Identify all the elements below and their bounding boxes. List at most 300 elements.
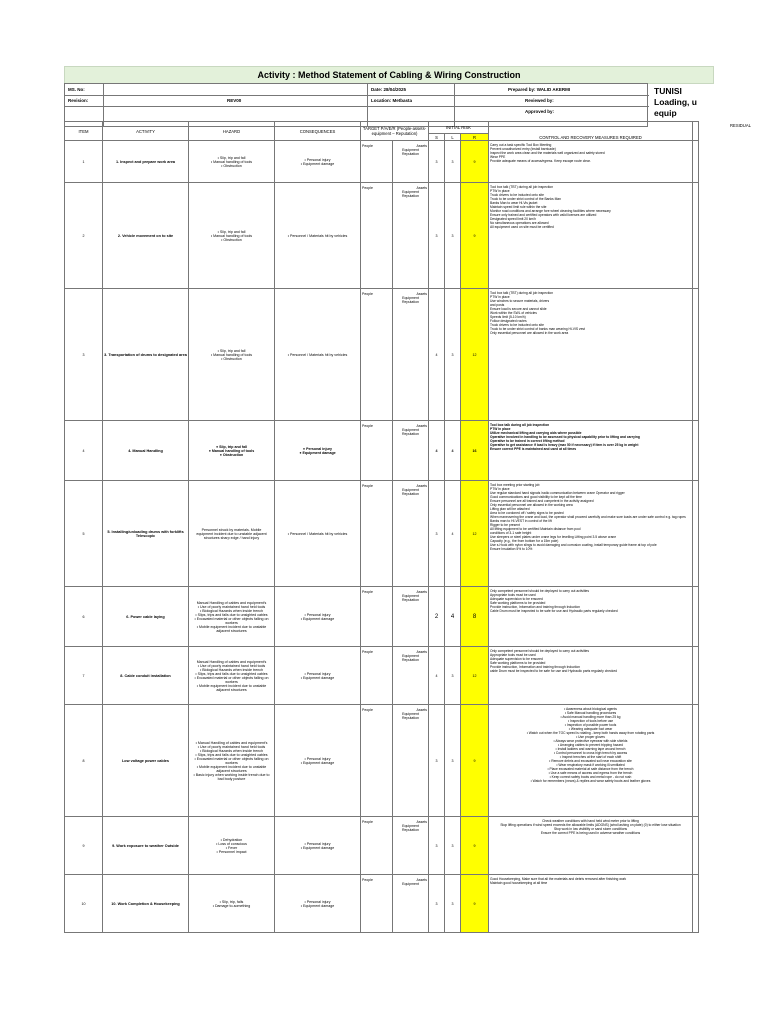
target-assets-cell (393, 481, 429, 587)
risk-r: 12 (461, 289, 489, 421)
control-line: Appropriate tools must be used (490, 653, 536, 657)
header-consequences: CONSEQUENCES (275, 122, 361, 141)
control-line: Wear PPE (490, 155, 506, 159)
hazard-line: workers (225, 679, 238, 684)
header-item: ITEM (65, 122, 103, 141)
risk-l: 3 (445, 817, 461, 875)
control-line: Ensure the correct PPE is being used in adverse weather conditions (540, 831, 641, 835)
target-assets: Assets (416, 484, 427, 488)
control-line: Tool box talk (TBT) during all job inspection (490, 291, 554, 295)
item-number: 8 (65, 705, 103, 817)
control-line: Monitor road conditions and arrange fore wheel cleaning facilities where necessary (490, 209, 611, 213)
risk-l: 4 (445, 587, 461, 647)
control-measures-cell (489, 875, 693, 933)
item-number: 6 (65, 587, 103, 647)
control-line: • Control personnel to cross high trench by access (553, 751, 628, 755)
target-equipment: Equipment (402, 882, 419, 886)
risk-l: 3 (445, 705, 461, 817)
control-line: Truck drivers to be inducted onto site (490, 323, 544, 327)
risk-r: 12 (461, 647, 489, 705)
control-measures-cell (489, 705, 693, 817)
hazard-line: • Slips, trips and falls due to unsighted cables (195, 752, 268, 757)
target-people-cell (361, 647, 393, 705)
target-people: People (362, 650, 373, 654)
target-assets: Assets (416, 708, 427, 712)
control-measures-cell (489, 421, 693, 481)
control-measures-cell (489, 289, 693, 421)
control-line: • Watch for remembers (nears) & repiles and wear safety boots and leather gloves (530, 779, 651, 783)
item-number: 1 (65, 141, 103, 183)
hazard-line: • Manual handling of tools (210, 352, 253, 357)
hazard-line: • Mobile equipment incident due to unstable (196, 624, 267, 629)
hazard-line: equipment incident due to unstable adjacent (196, 531, 267, 536)
hazard-line: adjacent structures (216, 687, 247, 692)
control-line: • Place excavated material at safe distance from the trench (547, 767, 634, 771)
residual-cell (693, 587, 699, 647)
control-line: • Use a safe means of access and egress from the trench (548, 771, 633, 775)
hazard-line: • Loss of conscious (216, 841, 247, 846)
activity-cell: 9. Work exposure to weather Outside (103, 817, 189, 875)
hazard-line: • Use of poorly maintained hand held tools (197, 604, 266, 609)
risk-r: 9 (461, 141, 489, 183)
consequences-line: • Personnel / Materials hit by vehicles (287, 233, 348, 238)
control-line: Cable Drum must be inspected to be safe for use and Hydraulic parts regularly checked (490, 609, 618, 613)
consequences-cell (275, 587, 361, 647)
control-line: Capacity (e.g., the from bottom for a 15m pole) (490, 539, 559, 543)
table-row (65, 183, 699, 289)
hazard-cell (189, 289, 275, 421)
control-line: Banks Man to wear Hi-Vis jacket (490, 201, 538, 205)
hazard-line: • Use of poorly maintained hand held tools (197, 744, 266, 749)
hazard-line: • Excavated material or other objects falling on (194, 675, 269, 680)
control-line: Truck to be under strict control of the Banks Man (490, 197, 561, 201)
control-line: No simultaneous operations are allowed (490, 221, 549, 225)
hazard-line: • Dehydration (220, 837, 243, 842)
hazard-cell (189, 183, 275, 289)
hazard-line: • Biological Hazards when inside trench (200, 748, 263, 753)
control-line: • Avoid manual handling more than 25 kg (560, 715, 621, 719)
control-measures-cell (489, 647, 693, 705)
risk-r: 9 (461, 705, 489, 817)
document-title: Activity : Method Statement of Cabling & Wiring Construction (64, 66, 714, 84)
hazard-line: adjacent structures (216, 628, 247, 633)
consequences-line: • Equipment damage (300, 760, 335, 765)
target-people: People (362, 424, 373, 428)
residual-cell (693, 183, 699, 289)
hazard-cell (189, 481, 275, 587)
control-line: Provide instruction, Information and training through Induction (490, 605, 580, 609)
risk-l: 3 (445, 875, 461, 933)
risk-l: 4 (445, 481, 461, 587)
hazard-line: • Manual handling of tools (210, 233, 253, 238)
control-line: Carry out a task specific Tool Box Meeting (490, 143, 552, 147)
target-equipment: Equipment (402, 190, 419, 194)
header-hazard: HAZARD (189, 122, 275, 141)
control-line: Safe working platforms to be provided (490, 661, 546, 665)
control-line: Good Housekeeping, Make sure that all the materials and debris removed after finishing work (490, 877, 627, 881)
control-line: Tool box meeting prior starting job (490, 483, 540, 487)
control-line: Prevent unauthorized entry (install barricade) (490, 147, 556, 151)
item-number: 10 (65, 875, 103, 933)
residual-cell (693, 481, 699, 587)
control-line: Rigger to be present (490, 523, 520, 527)
control-line: Designated speed limit 20 km/h (490, 217, 536, 221)
hazard-line: • Excavated material or other objects falling on (194, 756, 269, 761)
control-line: • Safe Manual handling procedures (564, 711, 617, 715)
consequences-line: ● Personal injury (302, 446, 333, 451)
control-line: Ensure only trained and certified operators with valid licenses are utilized (490, 213, 597, 217)
control-line: Tool box talk during all job inspection (490, 423, 550, 427)
control-line: • Awareness about biological agents (564, 707, 617, 711)
consequences-cell (275, 481, 361, 587)
control-line: Only essential personnel are allowed in the work area (490, 331, 569, 335)
header-r: R (461, 134, 489, 141)
residual-header: RESIDUAL (730, 123, 751, 128)
side-title-line-3: equip (654, 108, 677, 118)
hazard-line: adjacent structures (216, 768, 247, 773)
target-people-cell (361, 289, 393, 421)
consequences-line: • Personal injury (304, 612, 331, 617)
risk-l: 3 (445, 647, 461, 705)
residual-cell (693, 289, 699, 421)
activity-cell: 1. Inspect and prepare work area (103, 141, 189, 183)
control-line: Follow designated routes (490, 319, 527, 323)
control-line: • Install ladders and warning tape around trench (555, 747, 626, 751)
consequences-cell (275, 647, 361, 705)
item-number: 9 (65, 817, 103, 875)
target-assets: Assets (416, 186, 427, 190)
header-activity: ACTIVITY (103, 122, 189, 141)
target-people: People (362, 144, 373, 148)
control-line: When maneuvering the crane and load, the operator shall proceed carefully and make sure loads are under safe control e.g. tag ropes (490, 515, 686, 519)
header-target: TARGET P/A/E/R (People-assets-equipment – Reputation) (361, 122, 429, 141)
risk-r: 9 (461, 183, 489, 289)
control-line: Utilize mechanical lifting and carrying aids where possible (490, 431, 582, 435)
hazard-line: ● Obstruction (219, 452, 244, 457)
hazard-line: workers (225, 760, 238, 765)
hazard-cell (189, 141, 275, 183)
control-line: cable Drum must be inspected to be safe for use and Hydraulic parts regularly checked (490, 669, 617, 673)
risk-s: 3 (429, 705, 445, 817)
control-line: Stop lifting operations if wind speed exceeds the allowable limits (ADGNS) (wind lashing on plate) (0) to either lose situation (500, 823, 681, 827)
consequences-line: • Equipment damage (300, 161, 335, 166)
activity-cell: 4. Manual Handling (103, 421, 189, 481)
control-line: • Arranging cables to prevent tripping hazard (558, 743, 623, 747)
target-assets-cell (393, 421, 429, 481)
control-line: Operative to get assistance if load is heavy (max 50 if necessary) if item is over 25 kg in weight (490, 443, 639, 447)
control-line: Area to be cordoned off / safety signs to be posted (490, 511, 564, 515)
hazard-line: ● Manual handling of tools (208, 448, 255, 453)
risk-r: 12 (461, 481, 489, 587)
target-assets-cell (393, 817, 429, 875)
control-line: PTW in place (490, 189, 510, 193)
item-number: 2 (65, 183, 103, 289)
risk-table (64, 121, 699, 933)
target-assets-cell (393, 587, 429, 647)
risk-r: 9 (461, 817, 489, 875)
hazard-line: • Manual Handling of cables and equipment's (195, 740, 268, 745)
residual-cell (693, 875, 699, 933)
target-people: People (362, 878, 373, 882)
control-line: Lifting plan will be attached (490, 507, 530, 511)
risk-r: 9 (461, 875, 489, 933)
hazard-line: • Basic injury when working inside trench due to (193, 772, 270, 777)
target-reputation: Reputation (402, 598, 419, 602)
control-line: Use sleepers or steel plates under crane legs for levelling Lifting point 3.5 above crane (490, 535, 617, 539)
consequences-cell (275, 705, 361, 817)
control-line: • Wearing adequate foot wear (568, 727, 613, 731)
target-assets-cell (393, 289, 429, 421)
hazard-line: • Personnel impact (216, 849, 247, 854)
target-equipment: Equipment (402, 488, 419, 492)
target-equipment: Equipment (402, 296, 419, 300)
target-reputation: Reputation (402, 300, 419, 304)
risk-s: 4 (429, 647, 445, 705)
hazard-line: • Use of poorly maintained hand held tools (197, 663, 266, 668)
hazard-cell (189, 421, 275, 481)
target-people-cell (361, 421, 393, 481)
reviewed-label: Reviewed by: (525, 98, 554, 103)
control-line: Maintain good housekeeping at all time (490, 881, 548, 885)
control-line: All lifting equipment to be certified Maintain distance from pool (490, 527, 581, 531)
target-equipment: Equipment (402, 594, 419, 598)
approved-label: Approved by: (525, 109, 555, 114)
target-assets: Assets (416, 292, 427, 296)
control-measures-cell (489, 587, 693, 647)
risk-s: 3 (429, 875, 445, 933)
control-line: Use winches to secure materials, drivers (490, 299, 550, 303)
hazard-line: • Mobile equipment incident due to unstable (196, 683, 267, 688)
table-row (65, 705, 699, 817)
risk-s: 4 (429, 289, 445, 421)
target-people-cell (361, 817, 393, 875)
target-reputation: Reputation (402, 152, 419, 156)
target-assets: Assets (416, 590, 427, 594)
target-assets-cell (393, 875, 429, 933)
hazard-line: • Biological Hazards when inside trench (200, 667, 263, 672)
control-line: Ensure load is secure and cannot slide (490, 307, 547, 311)
consequences-cell (275, 141, 361, 183)
residual-cell (693, 647, 699, 705)
control-line: conditions of 3-1 safe height (490, 531, 532, 535)
control-line: Inspect the work area clean and the materials well organized and safety stored (490, 151, 605, 155)
risk-s: 3 (429, 481, 445, 587)
activity-cell: Low voltage power cables (103, 705, 189, 817)
control-line: • Inspect trenches at the start of each shift (559, 755, 622, 759)
risk-assessment-sheet (64, 66, 768, 944)
residual-cell (693, 421, 699, 481)
date-label: Date: 28/04/2025 (371, 87, 407, 92)
target-equipment: Equipment (402, 824, 419, 828)
hazard-line: • Excavated material or other objects falling on (194, 616, 269, 621)
control-line: • Inspection of tools before use (567, 719, 614, 723)
control-line: Truck to be under strict control of banks man wearing Hi-VIS vest (490, 327, 585, 331)
target-assets: Assets (416, 144, 427, 148)
control-line: PTW in place (490, 427, 511, 431)
target-reputation: Reputation (402, 658, 419, 662)
control-measures-cell (489, 141, 693, 183)
control-line: Appropriate tools must be used (490, 593, 536, 597)
hazard-line: workers (225, 620, 238, 625)
target-assets-cell (393, 705, 429, 817)
hazard-line: • Obstruction (221, 237, 242, 242)
residual-cell (693, 705, 699, 817)
control-line: Operative involved in handling to be assessed to physical capability prior to lifting and carrying (490, 435, 640, 439)
hazard-line: bad body posture (217, 776, 246, 781)
control-line: Operative to be trained in correct lifting method (490, 439, 565, 443)
control-line: Provide instruction, Information and training through Induction (490, 665, 580, 669)
target-people-cell (361, 481, 393, 587)
target-people-cell (361, 705, 393, 817)
header-control: CONTROL AND RECOVERY MEASURES REQUIRED (489, 122, 693, 141)
hazard-line: • Slip, trip and fall (217, 155, 246, 160)
control-line: PTW in place (490, 487, 510, 491)
control-line: Speeds limit (5-10 km/h) (490, 315, 526, 319)
control-line: Only competent personnel should be deployed to carry out activities (490, 649, 589, 653)
control-line: Ensure correct PPE is maintained and used at all times (490, 447, 577, 451)
residual-cell (693, 817, 699, 875)
consequences-line: • Personal injury (304, 756, 331, 761)
control-line: Banks man to HI-VEST in control of the lift (490, 519, 552, 523)
control-measures-cell (489, 183, 693, 289)
hazard-line: • Slips, trips and falls due to unsighted cables (195, 671, 268, 676)
activity-cell: 8. Cable conduit installation (103, 647, 189, 705)
table-row (65, 587, 699, 647)
item-number: 4 (65, 421, 103, 481)
hazard-cell (189, 587, 275, 647)
target-assets-cell (393, 141, 429, 183)
control-line: Adequate supervision to be ensured (490, 597, 543, 601)
residual-cell (693, 141, 699, 183)
control-line: Check weather conditions with hand held wind meter prior to lifting (542, 819, 639, 823)
target-assets-cell (393, 183, 429, 289)
hazard-line: • Obstruction (221, 356, 242, 361)
control-line: Only essential personnel are allowed in the working area (490, 503, 573, 507)
control-line: and posts (490, 303, 505, 307)
hazard-line: structures sharp edge / hand injury (203, 535, 260, 540)
consequences-line: • Personnel / Materials hit by vehicles (287, 531, 348, 536)
target-assets: Assets (416, 878, 427, 882)
hazard-line: Manual Handling of cables and equipment's (196, 600, 267, 605)
control-line: Maintain speed limit rule within the site (490, 205, 547, 209)
control-line: • Inspection of possible power tools (564, 723, 617, 727)
risk-r: 8 (461, 587, 489, 647)
header-l: L (445, 134, 461, 141)
table-row (65, 141, 699, 183)
hazard-cell (189, 875, 275, 933)
side-title-line-2: Loading, u (654, 97, 697, 107)
item-number: 5 (65, 481, 103, 587)
target-equipment: Equipment (402, 148, 419, 152)
risk-s: 3 (429, 183, 445, 289)
control-line: Truck drivers to be inducted onto site (490, 193, 544, 197)
control-line: Ensure Insulation 5% to 10% (490, 547, 533, 551)
header-s: S (429, 134, 445, 141)
table-row (65, 421, 699, 481)
hazard-line: Personnel struck by materials. Mobile (201, 527, 262, 532)
activity-cell: 10. Work Completion & Housekeeping (103, 875, 189, 933)
hazard-line: • Slip, trip and fall (217, 348, 246, 353)
target-people-cell (361, 141, 393, 183)
table-row (65, 647, 699, 705)
prepared-label: Prepared by: WALID AKERMI (508, 87, 571, 92)
control-line: Work within the SWL of vehicles (490, 311, 537, 315)
consequences-cell (275, 875, 361, 933)
table-row (65, 875, 699, 933)
consequences-cell (275, 421, 361, 481)
consequences-line: • Personnel / Materials hit by vehicles (287, 352, 348, 357)
meta-row-approved (65, 106, 649, 117)
hazard-line: Manual Handling of cables and equipment's (196, 659, 267, 664)
control-line: All equipment used on site must be certified (490, 225, 554, 229)
activity-cell: 6. Power cable laying (103, 587, 189, 647)
table-row (65, 289, 699, 421)
target-reputation: Reputation (402, 432, 419, 436)
consequences-line: • Equipment damage (300, 675, 335, 680)
target-people: People (362, 186, 373, 190)
consequences-line: • Equipment damage (300, 616, 335, 621)
control-line: • Keep correct safety boots and metal rope - do not rush (549, 775, 632, 779)
target-people-cell (361, 183, 393, 289)
target-reputation: Reputation (402, 492, 419, 496)
hazard-line: • Manual handling of tools (210, 159, 253, 164)
consequences-line: • Personal injury (304, 841, 331, 846)
target-assets-cell (393, 647, 429, 705)
activity-cell: 3. Transportation of drums to designated area (103, 289, 189, 421)
control-line: Safe working platforms to be provided (490, 601, 546, 605)
consequences-line: • Equipment damage (300, 845, 335, 850)
hazard-line: • Fever (225, 845, 238, 850)
activity-cell: 5. Installing/unloading drums with forklifts Telescopic (103, 481, 189, 587)
target-people: People (362, 590, 373, 594)
consequences-cell (275, 183, 361, 289)
risk-r: 16 (461, 421, 489, 481)
consequences-line: • Personal injury (304, 671, 331, 676)
risk-l: 3 (445, 141, 461, 183)
control-measures-cell (489, 817, 693, 875)
consequences-cell (275, 289, 361, 421)
target-people-cell (361, 875, 393, 933)
control-measures-cell (489, 481, 693, 587)
target-people: People (362, 820, 373, 824)
activity-cell: 2. Vehicle movement on to site (103, 183, 189, 289)
target-equipment: Equipment (402, 654, 419, 658)
hazard-line: • Obstruction (221, 163, 242, 168)
hazard-line: • Biological Hazards when inside trench (200, 608, 263, 613)
target-assets: Assets (416, 820, 427, 824)
hazard-line: • Mobile equipment incident due to unstable (196, 764, 267, 769)
target-reputation: Reputation (402, 194, 419, 198)
control-line: Adequate supervision to be ensured (490, 657, 543, 661)
hazard-cell (189, 647, 275, 705)
control-line: Stop work in low visibility or sand storm conditions (553, 827, 628, 831)
hazard-cell (189, 705, 275, 817)
control-line: Good communications and good visibility to be kept all the time (490, 495, 582, 499)
item-number: 7 (65, 647, 103, 705)
risk-l: 4 (445, 421, 461, 481)
control-line: • Remove debris and excavated soil near excavation site (549, 759, 632, 763)
control-line: Provide adequate means of access/egress. Keep escape route clear. (490, 159, 591, 163)
control-line: • Always wear protective eyewear with side shields (553, 739, 628, 743)
hazard-cell (189, 817, 275, 875)
hazard-line: ● Slip, trip and fall (215, 444, 248, 449)
consequences-line: • Equipment damage (300, 903, 335, 908)
target-equipment: Equipment (402, 712, 419, 716)
location-label: Location: Metbasta (371, 98, 413, 103)
control-line: • Watch out when the TOC speed is rotating - keep both hands away from rotating parts (526, 731, 655, 735)
control-line: • Use proper gloves (576, 735, 605, 739)
target-assets: Assets (416, 650, 427, 654)
